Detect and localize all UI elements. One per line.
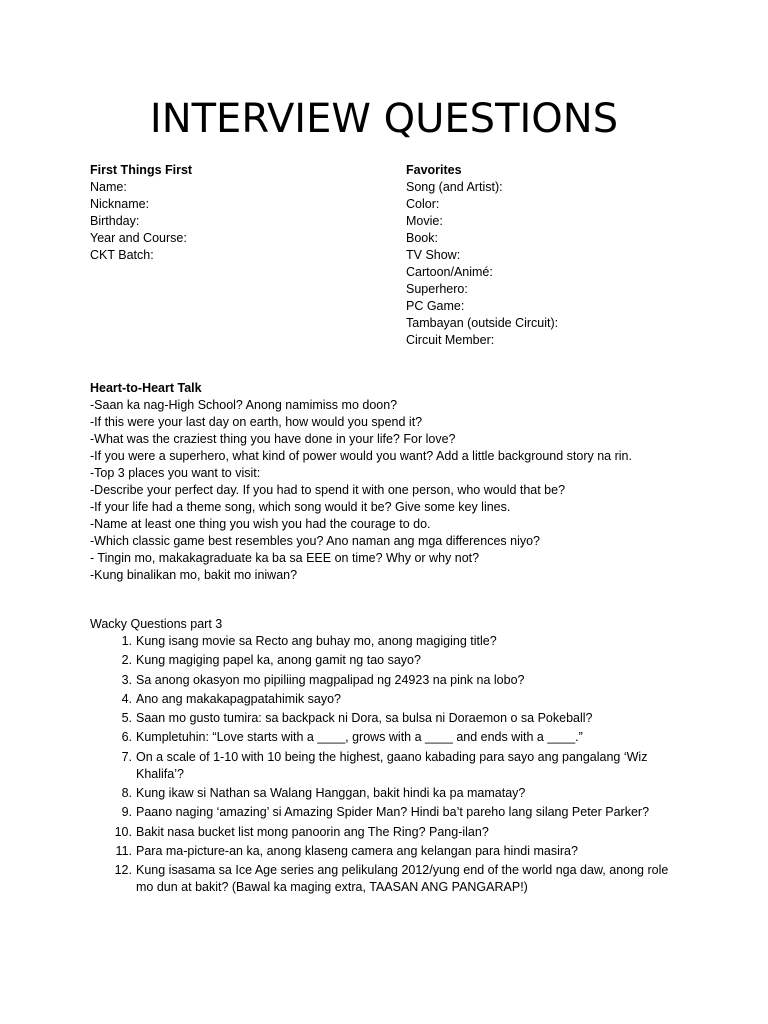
heart-to-heart-heading: Heart-to-Heart Talk: [90, 381, 202, 395]
favorite-tambayan-label: Tambayan (outside Circuit):: [406, 316, 559, 330]
list-item: [90, 785, 690, 802]
list-item: [90, 672, 690, 689]
year-course-field-label: Year and Course:: [90, 231, 187, 245]
list-item: [90, 633, 690, 650]
heart-question: -Saan ka nag-High School? Anong namimiss mo doon?: [90, 398, 398, 412]
favorite-tv-show-label: TV Show:: [406, 248, 461, 262]
favorite-song-label: Song (and Artist):: [406, 180, 503, 194]
item-number: 4.: [121, 691, 132, 706]
item-text: Kung isasama sa Ice Age series ang pelikulang 2012/yung end of the world nga daw, anong role: [136, 863, 669, 878]
item-number: 9.: [121, 805, 132, 820]
list-item: [90, 749, 690, 783]
heart-question: -If you were a superhero, what kind of power would you want? Add a little background story na rin.: [90, 449, 632, 463]
item-number: 11.: [115, 843, 132, 858]
wacky-questions-list: [90, 633, 690, 899]
heart-question: -Which classic game best resembles you? Ano naman ang mga differences niyo?: [90, 534, 541, 548]
item-text-continued: Khalifa’?: [136, 766, 184, 781]
favorite-pc-game-label: PC Game:: [406, 299, 465, 313]
item-text: Kung magiging papel ka, anong gamit ng tao sayo?: [136, 653, 421, 668]
item-number: 7.: [121, 749, 132, 764]
list-item: [90, 843, 690, 860]
item-number: 10.: [114, 824, 132, 839]
heart-question: - Tingin mo, makakagraduate ka ba sa EEE on time? Why or why not?: [90, 551, 480, 565]
heart-question: -Describe your perfect day. If you had to spend it with one person, who would that be?: [90, 483, 566, 497]
heart-question: -If this were your last day on earth, how would you spend it?: [90, 415, 423, 429]
ckt-batch-field-label: CKT Batch:: [90, 248, 154, 262]
page-title: INTERVIEW QUESTIONS: [149, 96, 619, 142]
favorite-color-label: Color:: [406, 197, 440, 211]
heart-to-heart-section: [90, 380, 632, 584]
list-item: [90, 710, 690, 727]
name-field-label: Name:: [90, 180, 127, 194]
favorite-cartoon-label: Cartoon/Animé:: [406, 265, 493, 279]
list-item: [90, 804, 690, 821]
heart-question: -What was the craziest thing you have done in your life? For love?: [90, 432, 456, 446]
list-item: [90, 691, 690, 708]
item-number: 6.: [121, 730, 132, 745]
favorite-superhero-label: Superhero:: [406, 282, 468, 296]
first-things-heading: First Things First: [90, 163, 193, 177]
item-text-continued: mo dun at bakit? (Bawal ka maging extra, TAASAN ANG PANGARAP!): [136, 880, 528, 895]
favorites-heading: Favorites: [406, 163, 462, 177]
favorite-movie-label: Movie:: [406, 214, 443, 228]
heart-question: -If your life had a theme song, which song would it be? Give some key lines.: [90, 500, 511, 514]
item-number: 5.: [121, 711, 132, 726]
favorite-book-label: Book:: [406, 231, 438, 245]
item-text: On a scale of 1-10 with 10 being the highest, gaano kabading para sayo ang pangalang ‘Wiz: [136, 749, 648, 764]
first-things-section: [90, 162, 192, 264]
item-text: Paano naging ‘amazing’ si Amazing Spider Man? Hindi ba’t pareho lang silang Peter Parker?: [136, 805, 650, 820]
item-number: 2.: [121, 653, 132, 668]
item-text: Bakit nasa bucket list mong panoorin ang The Ring? Pang-ilan?: [136, 824, 489, 839]
list-item: [90, 862, 690, 896]
item-text: Saan mo gusto tumira: sa backpack ni Dora, sa bulsa ni Doraemon o sa Pokeball?: [136, 711, 593, 726]
list-item: [90, 824, 690, 841]
nickname-field-label: Nickname:: [90, 197, 150, 211]
item-number: 3.: [121, 672, 132, 687]
item-text: Kumpletuhin: “Love starts with a ____, grows with a ____ and ends with a ____.”: [136, 730, 583, 745]
item-number: 1.: [121, 634, 132, 648]
heart-question: -Kung binalikan mo, bakit mo iniwan?: [90, 568, 298, 582]
item-number: 12.: [114, 863, 132, 878]
list-item: [90, 729, 690, 746]
list-item: [90, 652, 690, 669]
favorite-circuit-member-label: Circuit Member:: [406, 333, 495, 347]
heart-question: -Name at least one thing you wish you had the courage to do.: [90, 517, 431, 531]
item-text: Kung ikaw si Nathan sa Walang Hanggan, bakit hindi ka pa mamatay?: [136, 786, 526, 801]
wacky-questions-heading: Wacky Questions part 3: [90, 617, 223, 631]
item-text: Sa anong okasyon mo pipiliing magpalipad ng 24923 na pink na lobo?: [136, 672, 525, 687]
heart-question: -Top 3 places you want to visit:: [90, 466, 261, 480]
item-text: Para ma-picture-an ka, anong klaseng camera ang kelangan para hindi masira?: [136, 843, 578, 858]
birthday-field-label: Birthday:: [90, 214, 140, 228]
favorites-section: [406, 162, 558, 349]
item-text: Kung isang movie sa Recto ang buhay mo, anong magiging title?: [136, 634, 497, 648]
item-text: Ano ang makakapagpatahimik sayo?: [136, 691, 341, 706]
item-number: 8.: [121, 786, 132, 801]
